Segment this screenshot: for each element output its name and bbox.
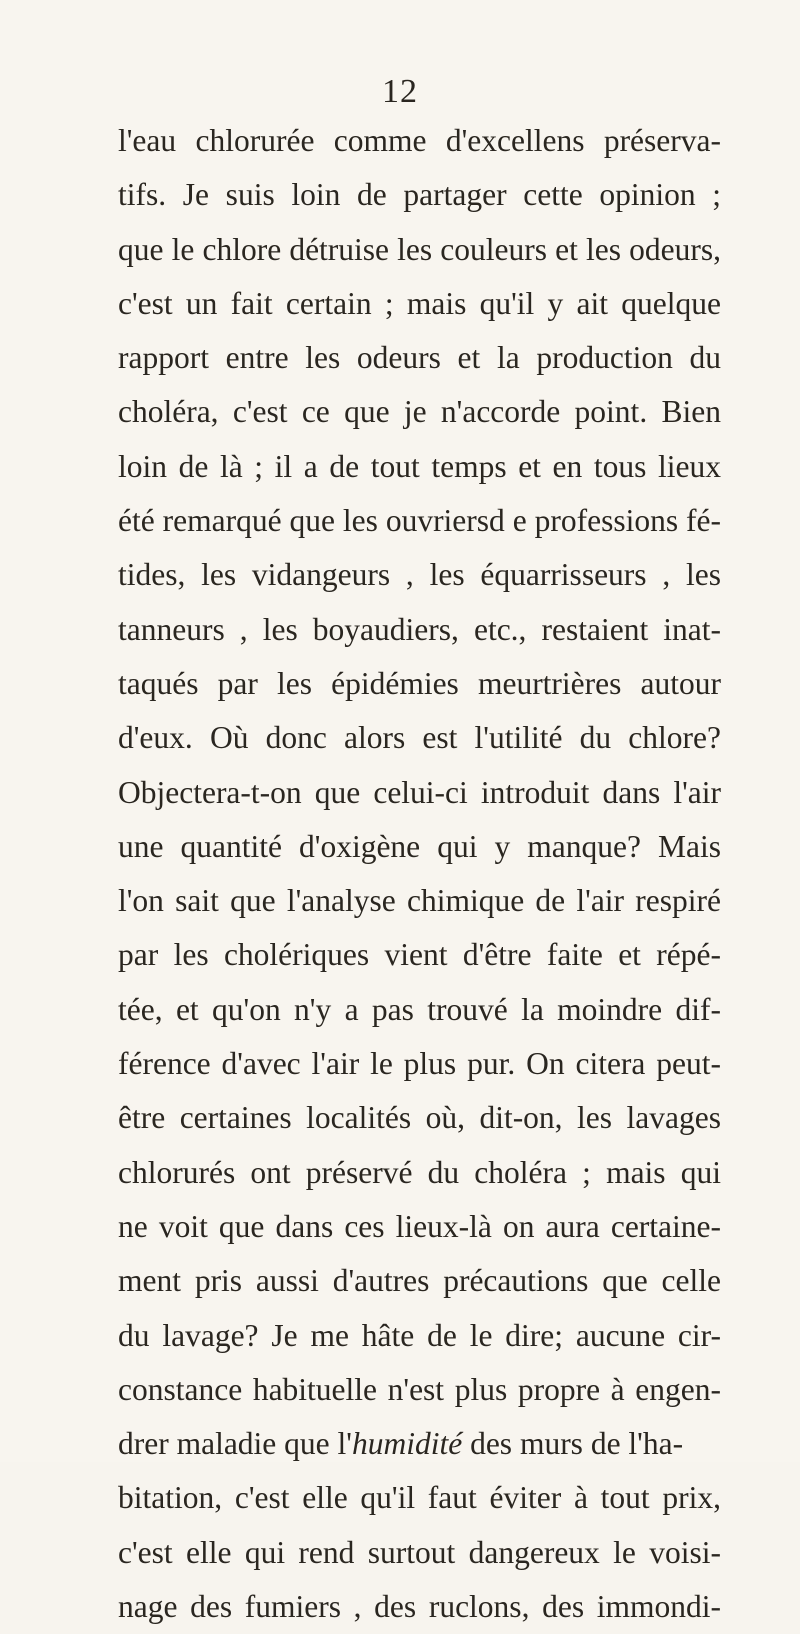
text-line-22: ment pris aussi d'autres précautions que celle xyxy=(118,1263,721,1299)
line-25-start: drer maladie que xyxy=(118,1426,330,1462)
text-line-24: constance habituelle n'est plus propre à engen- xyxy=(118,1371,721,1407)
text-line-18: férence d'avec l'air le plus pur. On citera peut- xyxy=(118,1046,721,1082)
text-line-23: du lavage? Je me hâte de le dire; aucune cir- xyxy=(118,1317,721,1353)
text-line-25 xyxy=(118,1417,721,1471)
text-line-13: Objectera-t-on que celui-ci introduit dans l'air xyxy=(118,774,721,810)
text-line-28: nage des fumiers , des ruclons, des immondi- xyxy=(118,1589,721,1625)
text-line-12: d'eux. Où donc alors est l'utilité du chlore? xyxy=(118,720,721,756)
text-line-20: chlorurés ont préservé du choléra ; mais qui xyxy=(118,1154,721,1190)
text-line-14: une quantité d'oxigène qui y manque? Mais xyxy=(118,828,721,864)
italic-term: humidité xyxy=(351,1426,463,1462)
body-text xyxy=(118,114,721,1634)
text-line-2: tifs. Je suis loin de partager cette opinion ; xyxy=(118,177,721,213)
text-line-4: c'est un fait certain ; mais qu'il y ait quelque xyxy=(118,285,721,321)
text-line-5: rapport entre les odeurs et la production du xyxy=(118,340,721,376)
text-line-15: l'on sait que l'analyse chimique de l'air respiré xyxy=(118,883,721,919)
line-25-apostrophe: l' xyxy=(337,1426,352,1462)
text-line-21: ne voit que dans ces lieux-là on aura certaine- xyxy=(118,1208,721,1244)
text-line-19: être certaines localités où, dit-on, les lavages xyxy=(118,1100,721,1136)
text-line-11: taqués par les épidémies meurtrières autour xyxy=(118,665,721,701)
page-number: 12 xyxy=(382,73,418,110)
line-25-end: des murs de l'ha- xyxy=(462,1426,684,1462)
text-line-17: tée, et qu'on n'y a pas trouvé la moindre dif- xyxy=(118,991,721,1027)
text-line-3: que le chlore détruise les couleurs et les odeurs, xyxy=(118,231,721,267)
text-line-26: bitation, c'est elle qu'il faut éviter à tout prix, xyxy=(118,1480,721,1516)
text-line-7: loin de là ; il a de tout temps et en tous lieux xyxy=(118,448,721,484)
text-line-16: par les cholériques vient d'être faite et répé- xyxy=(118,937,721,973)
text-line-27: c'est elle qui rend surtout dangereux le voisi- xyxy=(118,1534,721,1570)
text-line-1: l'eau chlorurée comme d'excellens préserva- xyxy=(118,123,721,158)
text-line-10: tanneurs , les boyaudiers, etc., restaient inat- xyxy=(118,611,721,647)
text-line-9: tides, les vidangeurs , les équarrisseurs , les xyxy=(118,557,721,593)
text-line-6: choléra, c'est ce que je n'accorde point. Bien xyxy=(118,394,721,430)
text-line-8: été remarqué que les ouvriersd e professions fé- xyxy=(118,503,721,539)
